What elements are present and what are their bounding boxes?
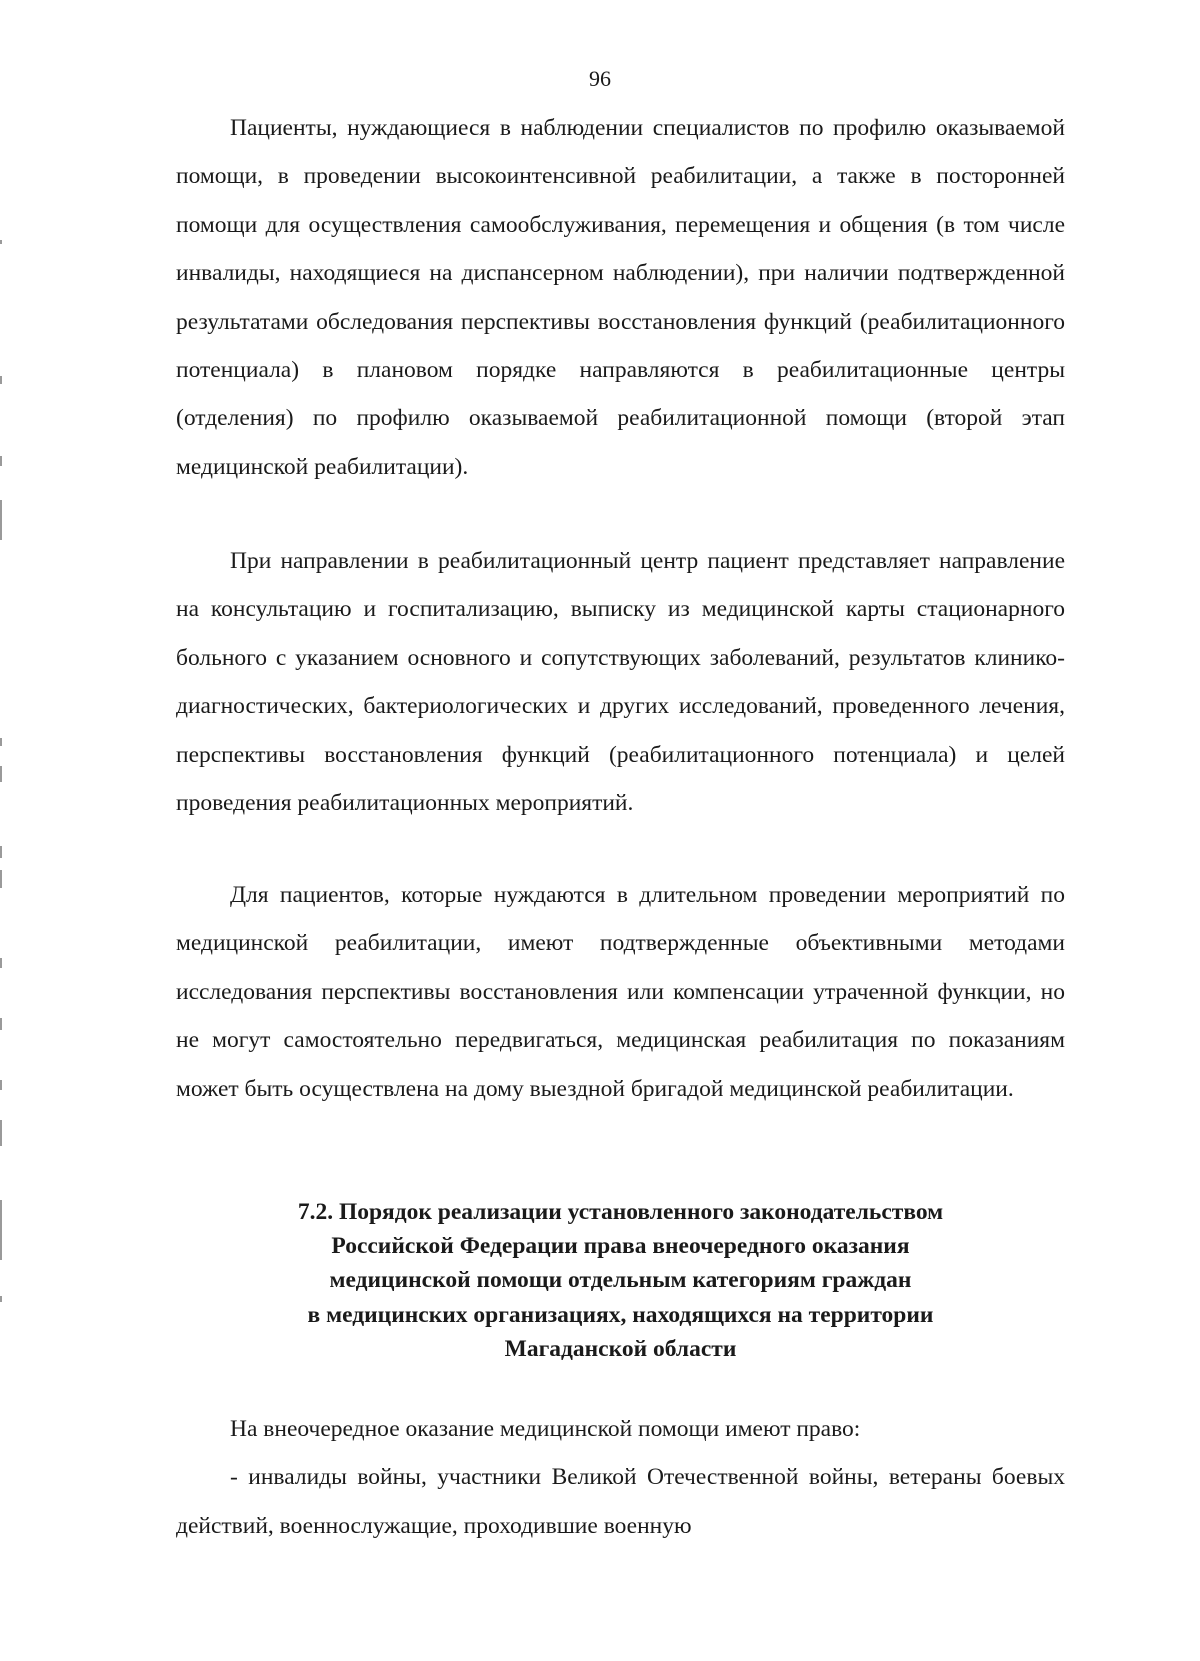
scan-mark	[0, 240, 2, 244]
paragraph: При направлении в реабилитационный центр пациент представляет направление на консультацию и госпитализацию, выписку из медицинской карты стационарного больного с указанием основного и сопутствующих заболеваний, результатов клинико-диагностических, бактериологических и других исследований, проведенного лечения, перспективы восстановления функций (реабилитационного потенциала) и целей проведения реабилитационных мероприятий.	[176, 548, 1065, 817]
section-paragraph-block	[176, 1405, 1065, 1550]
scan-mark	[0, 376, 2, 384]
section-heading	[176, 1195, 1065, 1366]
section-heading-line: Российской Федерации права внеочередного оказания	[331, 1233, 910, 1260]
paragraph: Для пациентов, которые нуждаются в длительном проведении мероприятий по медицинской реабилитации, имеют подтвержденные объективными методами исследования перспективы восстановления или компенсации утраченной функции, но не могут самостоятельно передвигаться, медицинская реабилитация по показаниям может быть осуществлена на дому выездной бригадой медицинской реабилитации.	[176, 882, 1065, 1102]
page-number: 96	[589, 66, 611, 91]
paragraph: - инвалиды войны, участники Великой Отечественной войны, ветераны боевых действий, военнослужащие, проходившие военную	[176, 1464, 1065, 1539]
scan-mark	[0, 500, 2, 540]
scan-mark	[0, 738, 2, 746]
scan-mark	[0, 870, 2, 888]
paragraph-block	[176, 871, 1065, 1113]
scan-mark	[0, 456, 2, 466]
paragraph: Пациенты, нуждающиеся в наблюдении специалистов по профилю оказываемой помощи, в проведении высокоинтенсивной реабилитации, а также в посторонней помощи для осуществления самообслуживания, перемещения и общения (в том числе инвалиды, находящиеся на диспансерном наблюдении), при наличии подтвержденной результатами обследования перспективы восстановления функций (реабилитационного потенциала) в плановом порядке направляются в реабилитационные центры (отделения) по профилю оказываемой реабилитационной помощи (второй этап медицинской реабилитации).	[176, 115, 1065, 480]
scan-mark	[0, 1296, 2, 1302]
scan-mark	[0, 1080, 2, 1090]
paragraph-block	[176, 537, 1065, 827]
scan-mark	[0, 846, 2, 858]
section-heading-line: 7.2. Порядок реализации установленного законодательством	[297, 1199, 944, 1225]
section-heading-line: медицинской помощи отдельным категориям граждан	[329, 1267, 912, 1294]
section-heading-line: в медицинских организациях, находящихся на территории	[307, 1301, 934, 1328]
section-heading-line: Магаданской области	[504, 1335, 737, 1362]
paragraph: На внеочередное оказание медицинской помощи имеют право:	[230, 1416, 861, 1442]
scan-mark	[0, 766, 2, 782]
scan-mark	[0, 1018, 2, 1030]
scan-mark	[0, 1200, 2, 1260]
scan-mark	[0, 1120, 2, 1146]
paragraph-block	[176, 104, 1065, 491]
scan-edge-marks	[0, 0, 4, 1661]
scan-mark	[0, 958, 2, 968]
